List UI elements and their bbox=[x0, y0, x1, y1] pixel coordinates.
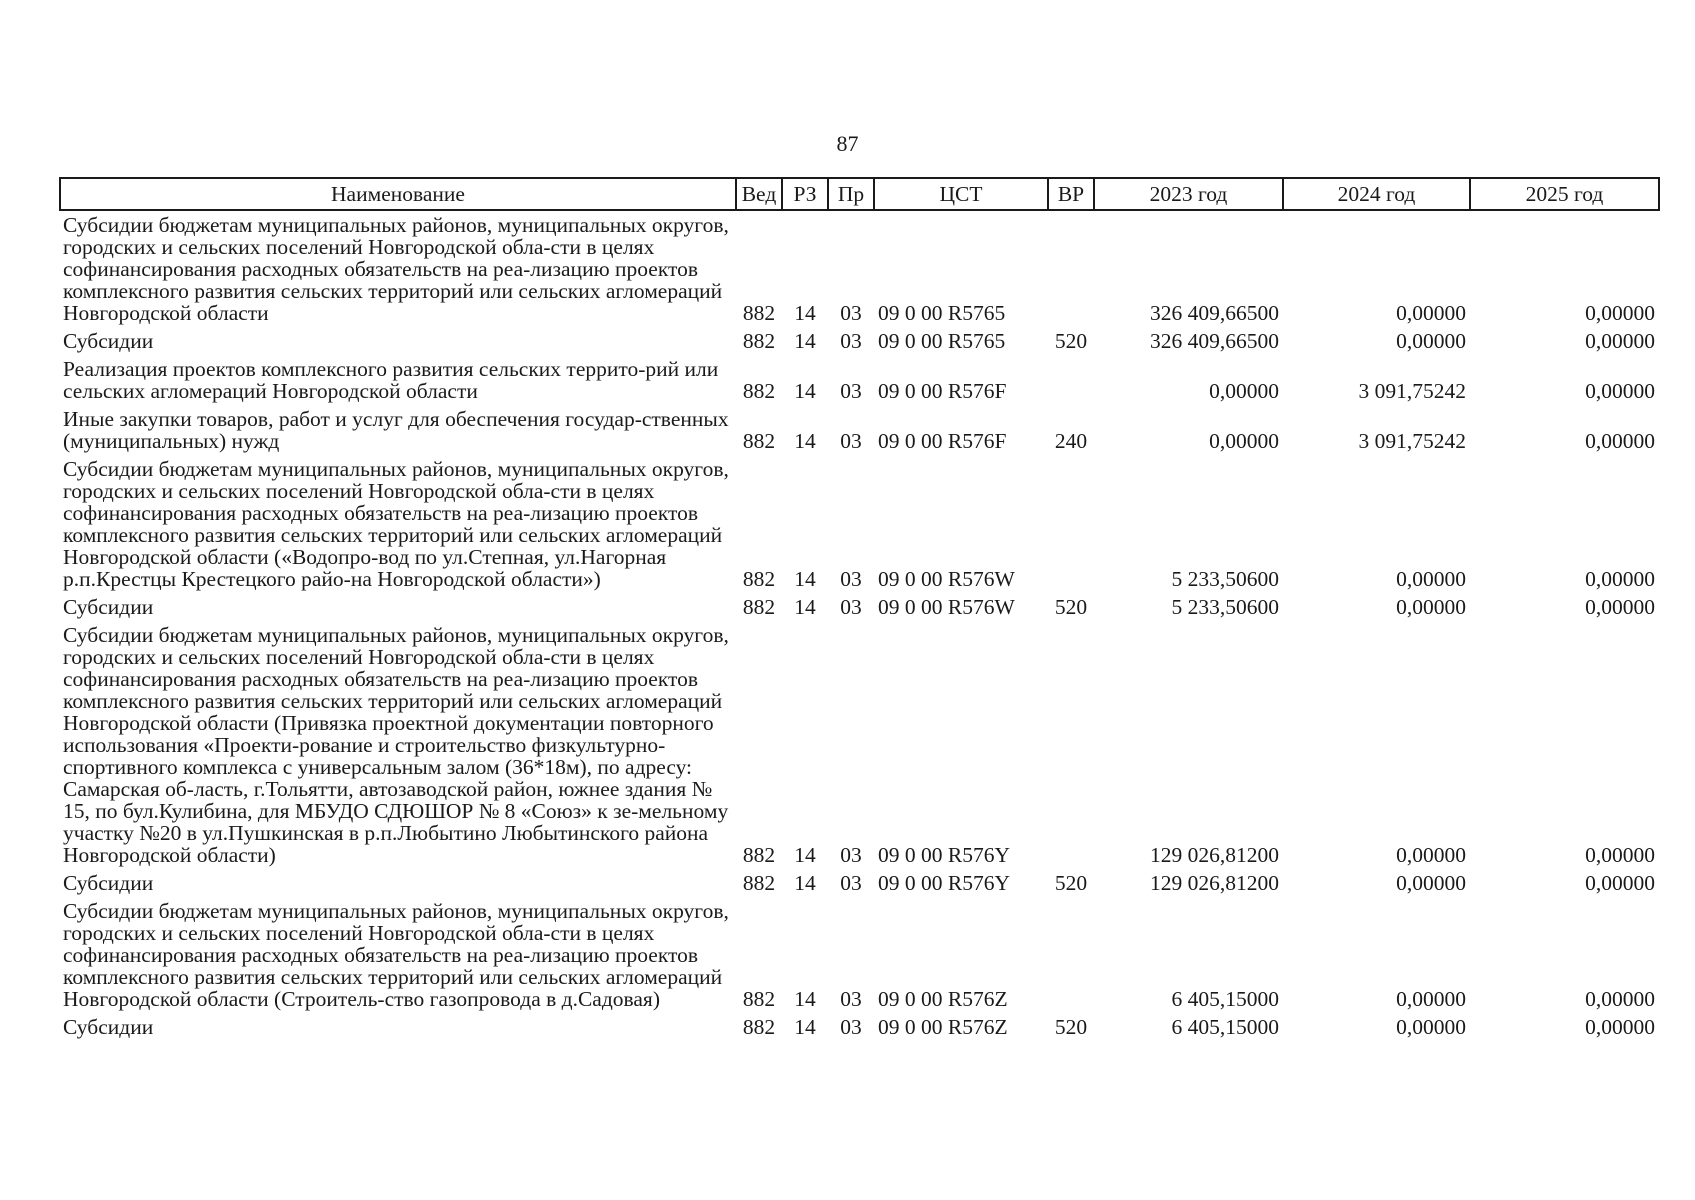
cell-pr: 03 bbox=[840, 429, 862, 453]
cell-cst: 09 0 00 R5765 bbox=[878, 329, 1006, 353]
cell-pr: 03 bbox=[840, 595, 862, 619]
cell-2023: 6 405,15000 bbox=[1171, 1015, 1279, 1039]
cell-name: Субсидии bbox=[63, 329, 154, 353]
cell-pr: 03 bbox=[840, 301, 862, 325]
cell-2025: 0,00000 bbox=[1585, 329, 1655, 353]
cell-vr bbox=[1048, 355, 1094, 405]
cell-rz: 14 bbox=[794, 987, 816, 1011]
cell-name: Субсидии bbox=[63, 595, 154, 619]
cell-name: Субсидии бюджетам муниципальных районов, муниципальных округов, городских и сельских поселений Новгородской обла-сти в целях софинансирования расходных обязательств на реа-лизацию проектов комплексного развития сельских территорий или сельских агломераций Новгородской области («Водопро-вод по ул.Степная, ул.Нагорная р.п.Крестцы Крестецкого райо-на Новгородской области») bbox=[63, 457, 729, 591]
cell-pr: 03 bbox=[840, 1015, 862, 1039]
cell-pr: 03 bbox=[840, 871, 862, 895]
cell-name: Субсидии bbox=[63, 871, 154, 895]
cell-2025: 0,00000 bbox=[1585, 379, 1655, 403]
cell-pr: 03 bbox=[840, 843, 862, 867]
cell-2024: 3 091,75242 bbox=[1358, 429, 1466, 453]
table-row bbox=[60, 355, 1659, 405]
table-row bbox=[60, 455, 1659, 593]
cell-2024: 0,00000 bbox=[1396, 301, 1466, 325]
cell-cst: 09 0 00 R576Y bbox=[878, 871, 1010, 895]
table-row bbox=[60, 869, 1659, 897]
cell-2024: 0,00000 bbox=[1396, 1015, 1466, 1039]
cell-ved: 882 bbox=[742, 379, 776, 403]
cell-2023: 326 409,66500 bbox=[1150, 329, 1279, 353]
cell-cst: 09 0 00 R576W bbox=[878, 595, 1015, 619]
cell-vr: 520 bbox=[1054, 871, 1088, 895]
cell-2023: 6 405,15000 bbox=[1171, 987, 1279, 1011]
cell-vr bbox=[1048, 455, 1094, 593]
cell-vr: 520 bbox=[1054, 329, 1088, 353]
cell-cst: 09 0 00 R576Z bbox=[878, 1015, 1008, 1039]
cell-vr bbox=[1048, 897, 1094, 1013]
cell-name: Иные закупки товаров, работ и услуг для обеспечения государ-ственных (муниципальных) нужд bbox=[63, 407, 729, 453]
cell-ved: 882 bbox=[742, 429, 776, 453]
cell-ved: 882 bbox=[742, 987, 776, 1011]
cell-2023: 129 026,81200 bbox=[1150, 843, 1279, 867]
cell-2025: 0,00000 bbox=[1585, 567, 1655, 591]
cell-ved: 882 bbox=[742, 329, 776, 353]
table-body bbox=[60, 210, 1659, 1041]
cell-2025: 0,00000 bbox=[1585, 301, 1655, 325]
table-row bbox=[60, 210, 1659, 327]
table-row bbox=[60, 621, 1659, 869]
cell-2024: 0,00000 bbox=[1396, 987, 1466, 1011]
table-row bbox=[60, 327, 1659, 355]
cell-rz: 14 bbox=[794, 871, 816, 895]
cell-name: Субсидии бюджетам муниципальных районов, муниципальных округов, городских и сельских поселений Новгородской обла-сти в целях софинансирования расходных обязательств на реа-лизацию проектов комплексного развития сельских территорий или сельских агломераций Новгородской области bbox=[63, 213, 729, 325]
cell-cst: 09 0 00 R576W bbox=[878, 567, 1015, 591]
col-header-2024: 2024 год bbox=[1283, 178, 1470, 210]
cell-2025: 0,00000 bbox=[1585, 1015, 1655, 1039]
col-header-name: Наименование bbox=[60, 178, 736, 210]
cell-2023: 0,00000 bbox=[1209, 379, 1279, 403]
cell-2023: 326 409,66500 bbox=[1150, 301, 1279, 325]
cell-vr: 240 bbox=[1054, 429, 1088, 453]
cell-ved: 882 bbox=[742, 1015, 776, 1039]
table-header-row bbox=[60, 178, 1659, 210]
cell-2024: 0,00000 bbox=[1396, 843, 1466, 867]
cell-2025: 0,00000 bbox=[1585, 987, 1655, 1011]
cell-vr bbox=[1048, 210, 1094, 327]
cell-vr: 520 bbox=[1054, 595, 1088, 619]
cell-vr: 520 bbox=[1054, 1015, 1088, 1039]
cell-rz: 14 bbox=[794, 379, 816, 403]
table-row bbox=[60, 593, 1659, 621]
table-row bbox=[60, 405, 1659, 455]
cell-name: Субсидии бюджетам муниципальных районов, муниципальных округов, городских и сельских поселений Новгородской обла-сти в целях софинансирования расходных обязательств на реа-лизацию проектов комплексного развития сельских территорий или сельских агломераций Новгородской области (Строитель-ство газопровода в д.Садовая) bbox=[63, 899, 729, 1011]
cell-2023: 5 233,50600 bbox=[1171, 567, 1279, 591]
cell-rz: 14 bbox=[794, 567, 816, 591]
cell-rz: 14 bbox=[794, 843, 816, 867]
cell-pr: 03 bbox=[840, 567, 862, 591]
cell-rz: 14 bbox=[794, 329, 816, 353]
cell-ved: 882 bbox=[742, 871, 776, 895]
cell-2025: 0,00000 bbox=[1585, 429, 1655, 453]
page-number: 87 bbox=[836, 131, 859, 156]
cell-2023: 0,00000 bbox=[1209, 429, 1279, 453]
cell-name: Субсидии bbox=[63, 1015, 154, 1039]
cell-2024: 3 091,75242 bbox=[1358, 379, 1466, 403]
cell-ved: 882 bbox=[742, 843, 776, 867]
cell-2024: 0,00000 bbox=[1396, 329, 1466, 353]
cell-2025: 0,00000 bbox=[1585, 595, 1655, 619]
col-header-pr: Пр bbox=[828, 178, 874, 210]
cell-rz: 14 bbox=[794, 595, 816, 619]
cell-2025: 0,00000 bbox=[1585, 871, 1655, 895]
col-header-2025: 2025 год bbox=[1470, 178, 1659, 210]
cell-cst: 09 0 00 R576F bbox=[878, 429, 1007, 453]
table-row bbox=[60, 897, 1659, 1013]
cell-cst: 09 0 00 R576Y bbox=[878, 843, 1010, 867]
cell-pr: 03 bbox=[840, 379, 862, 403]
cell-rz: 14 bbox=[794, 301, 816, 325]
cell-name: Субсидии бюджетам муниципальных районов, муниципальных округов, городских и сельских поселений Новгородской обла-сти в целях софинансирования расходных обязательств на реа-лизацию проектов комплексного развития сельских территорий или сельских агломераций Новгородской области (Привязка проектной документации повторного использования «Проекти-рование и строительство физкультурно- спортивного комплекса с универсальным залом (36*18м), по адресу: Самарская об-ласть, г.Тольятти, автозаводской район, южнее здания № 15, по бул.Кулибина, для МБУДО СДЮШОР № 8 «Союз» к зе-мельному участку №20 в ул.Пушкинская в р.п.Любытино Любытинского района Новгородской области) bbox=[63, 623, 729, 867]
cell-cst: 09 0 00 R576F bbox=[878, 379, 1007, 403]
cell-rz: 14 bbox=[794, 429, 816, 453]
cell-ved: 882 bbox=[742, 301, 776, 325]
col-header-vr: ВР bbox=[1048, 178, 1094, 210]
cell-ved: 882 bbox=[742, 595, 776, 619]
cell-2024: 0,00000 bbox=[1396, 595, 1466, 619]
cell-pr: 03 bbox=[840, 329, 862, 353]
cell-2023: 5 233,50600 bbox=[1171, 595, 1279, 619]
cell-rz: 14 bbox=[794, 1015, 816, 1039]
budget-table bbox=[59, 177, 1660, 1041]
cell-2024: 0,00000 bbox=[1396, 567, 1466, 591]
cell-2023: 129 026,81200 bbox=[1150, 871, 1279, 895]
col-header-rz: РЗ bbox=[782, 178, 828, 210]
col-header-cst: ЦСТ bbox=[874, 178, 1048, 210]
cell-ved: 882 bbox=[742, 567, 776, 591]
cell-name: Реализация проектов комплексного развития сельских террито-рий или сельских агломераций Новгородской области bbox=[63, 357, 719, 403]
cell-vr bbox=[1048, 621, 1094, 869]
cell-cst: 09 0 00 R5765 bbox=[878, 301, 1006, 325]
cell-2024: 0,00000 bbox=[1396, 871, 1466, 895]
cell-pr: 03 bbox=[840, 987, 862, 1011]
table-row bbox=[60, 1013, 1659, 1041]
cell-2025: 0,00000 bbox=[1585, 843, 1655, 867]
cell-cst: 09 0 00 R576Z bbox=[878, 987, 1008, 1011]
col-header-2023: 2023 год bbox=[1094, 178, 1283, 210]
col-header-ved: Вед bbox=[736, 178, 782, 210]
